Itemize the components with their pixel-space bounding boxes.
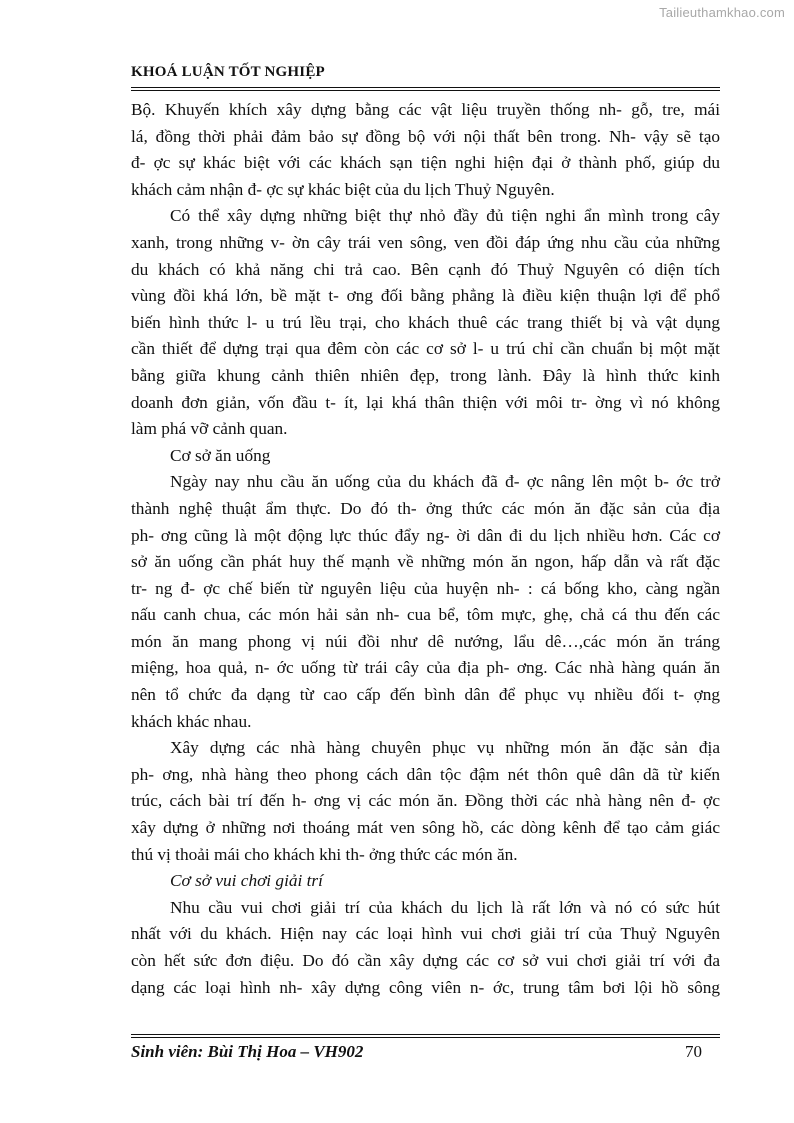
body-line: doanh đơn giản, vốn đầu t- ít, lại khá thân thiện với môi tr- ờng vì nó không — [131, 392, 720, 412]
document-body — [131, 97, 720, 1001]
body-line: ph- ơng cũng là một động lực thúc đẩy ng- ời dân đi du lịch nhiều hơn. Các cơ — [131, 525, 720, 545]
body-line: Nhu cầu vui chơi giải trí của khách du lịch là rất lớn và nó có sức hút — [170, 897, 720, 917]
body-line: khách khác nhau. — [131, 711, 252, 731]
watermark: Tailieuthamkhao.com — [659, 5, 785, 20]
body-line: trúc, cách bài trí đến h- ơng vị các món ăn. Đồng thời các nhà hàng nên đ- ợc — [131, 791, 720, 811]
header-rule — [131, 87, 720, 88]
body-line: Xây dựng các nhà hàng chuyên phục vụ những món ăn đặc sản địa — [170, 738, 720, 758]
body-line: Có thể xây dựng những biệt thự nhỏ đầy đủ tiện nghi ẩn mình trong cây — [170, 206, 720, 226]
header-title: KHOÁ LUẬN TỐT NGHIỆP — [131, 64, 325, 80]
body-line: thành nghệ thuật ẩm thực. Do đó th- ởng thức các món ăn đặc sản của địa — [131, 498, 720, 518]
body-line: biến hình thức l- u trú lều trại, cho khách thuê các trang thiết bị và vật dụng — [131, 312, 720, 332]
page-number: 70 — [685, 1042, 702, 1061]
body-line: nhất với du khách. Hiện nay các loại hình vui chơi giải trí của Thuỷ Nguyên — [131, 924, 720, 944]
section-heading-food: Cơ sở ăn uống — [170, 445, 271, 465]
body-line: xây dựng ở những nơi thoáng mát ven sông hồ, các dòng kênh để tạo cảm giác — [131, 818, 720, 838]
body-line: vùng đồi khá lớn, bề mặt t- ơng đối bằng phẳng là điều kiện thuận lợi để phổ — [131, 286, 720, 306]
body-line: đ- ợc sự khác biệt với các khách sạn tiện nghi hiện đại ở thành phố, giúp du — [131, 153, 720, 173]
body-line: thú vị thoải mái cho khách khi th- ởng thức các món ăn. — [131, 844, 518, 864]
body-line: du khách có khả năng chi trả cao. Bên cạnh đó Thuỷ Nguyên có diện tích — [131, 259, 720, 279]
footer-rule-second — [131, 1037, 720, 1038]
body-line: Ngày nay nhu cầu ăn uống của du khách đã đ- ợc nâng lên một b- ớc trở — [170, 472, 720, 492]
body-line: món ăn mang phong vị núi đồi như dê nướng, lẩu dê…,các món ăn tráng — [131, 631, 720, 651]
body-line: sở ăn uống cần phát huy thế mạnh về những món ăn ngon, hấp dẫn và rất đặc — [131, 552, 720, 572]
body-line: còn hết sức đơn điệu. Do đó cần xây dựng các cơ sở vui chơi giải trí với đa — [131, 951, 720, 970]
body-line: xanh, trong những v- ờn cây trái ven sông, ven đồi đáp ứng nhu cầu của những — [131, 232, 720, 252]
body-line: cần thiết để dựng trại qua đêm còn các cơ sở l- u trú chỉ cần chuẩn bị một mặt — [131, 339, 720, 359]
body-line: Bộ. Khuyến khích xây dựng bằng các vật liệu truyền thống nh- gỗ, tre, mái — [131, 100, 720, 119]
body-line: làm phá vỡ cảnh quan. — [131, 419, 288, 439]
body-line: miệng, hoa quả, n- ớc uống từ trái cây của địa ph- ơng. Các nhà hàng quán ăn — [131, 658, 720, 678]
body-line: ph- ơng, nhà hàng theo phong cách dân tộc đậm nét thôn quê dân dã từ kiến — [131, 764, 720, 784]
section-heading-entertainment: Cơ sở vui chơi giải trí — [170, 871, 323, 891]
body-line: dạng các loại hình nh- xây dựng công viên n- ớc, trung tâm bơi lội hồ sông — [131, 977, 720, 997]
body-line: nên tổ chức đa dạng từ cao cấp đến bình dân để phục vụ nhiều đối t- ợng — [131, 685, 720, 705]
body-line: khách cảm nhận đ- ợc sự khác biệt của du lịch Thuỷ Nguyên. — [131, 179, 555, 199]
footer-rule — [131, 1034, 720, 1035]
header-rule-second — [131, 90, 720, 91]
body-line: bằng giữa khung cảnh thiên nhiên đẹp, trong lành. Đây là hình thức kinh — [131, 365, 720, 385]
body-line: lá, đồng thời phải đảm bảo sự đồng bộ với nội thất bên trong. Nh- vậy sẽ tạo — [131, 126, 720, 146]
footer-student: Sinh viên: Bùi Thị Hoa – VH902 — [131, 1042, 364, 1061]
body-line: nấu canh chua, các món hải sản nh- cua bể, tôm mực, ghẹ, chả cá thu đến các — [131, 605, 720, 625]
body-line: tr- ng đ- ợc chế biến từ nguyên liệu của huyện nh- : cá bống kho, càng ngần — [131, 578, 720, 598]
